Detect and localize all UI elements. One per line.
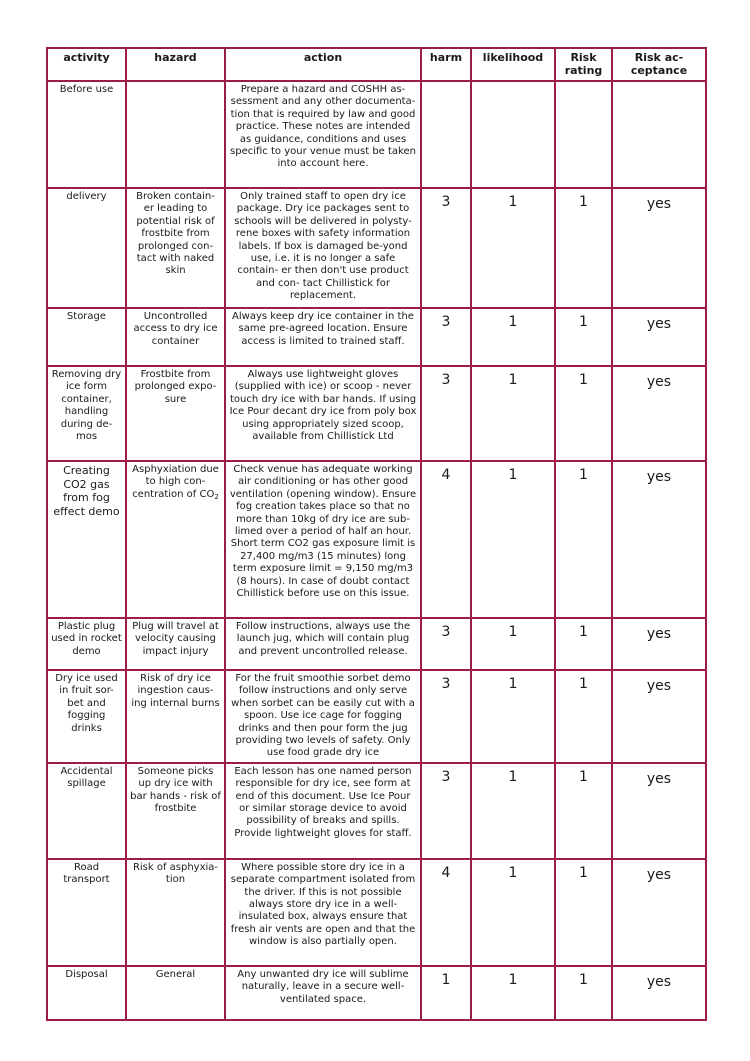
table-row [47, 966, 706, 1020]
cell-risk-rating: 1 [555, 670, 612, 763]
cell-action: Where possible store dry ice in a separate compartment isolated from the driver. If this is not possible always store dry ice in a well- insulated box, always ensure that fresh air vents are open and that the window is also partially open. [225, 859, 421, 966]
cell-risk-rating: 1 [555, 763, 612, 859]
cell-likelihood: 1 [471, 618, 555, 670]
header-likelihood: likelihood [471, 48, 555, 81]
cell-activity: Plastic plug used in rocket demo [47, 618, 126, 670]
cell-acceptance: yes [612, 966, 706, 1020]
cell-acceptance [612, 81, 706, 188]
cell-harm: 3 [421, 670, 471, 763]
cell-activity: Creating CO2 gas from fog effect demo [47, 461, 126, 618]
cell-action: Prepare a hazard and COSHH as- sessment and any other documenta- tion that is required by law and good practice. These notes are intended as guidance, conditions and uses specific to your venue must be taken into account here. [225, 81, 421, 188]
cell-risk-rating: 1 [555, 461, 612, 618]
cell-hazard: Broken contain- er leading to potential risk of frostbite from prolonged con- tact with naked skin [126, 188, 225, 308]
table-row [47, 188, 706, 308]
table-row [47, 366, 706, 461]
cell-harm: 4 [421, 859, 471, 966]
cell-acceptance: yes [612, 461, 706, 618]
header-risk-rating: Risk rating [555, 48, 612, 81]
cell-likelihood: 1 [471, 670, 555, 763]
cell-acceptance: yes [612, 859, 706, 966]
cell-activity: Before use [47, 81, 126, 188]
cell-harm: 3 [421, 308, 471, 366]
table-row [47, 308, 706, 366]
cell-activity: Removing dry ice form container, handling during de- mos [47, 366, 126, 461]
cell-hazard: Risk of dry ice ingestion caus- ing internal burns [126, 670, 225, 763]
cell-harm: 3 [421, 763, 471, 859]
cell-hazard: Someone picks up dry ice with bar hands - risk of frostbite [126, 763, 225, 859]
cell-harm: 3 [421, 366, 471, 461]
cell-likelihood: 1 [471, 188, 555, 308]
cell-activity: Disposal [47, 966, 126, 1020]
cell-activity: Accidental spillage [47, 763, 126, 859]
cell-likelihood: 1 [471, 763, 555, 859]
cell-risk-rating: 1 [555, 966, 612, 1020]
cell-risk-rating [555, 81, 612, 188]
table-row [47, 763, 706, 859]
cell-action: Always use lightweight gloves (supplied with ice) or scoop - never touch dry ice with bar hands. If using Ice Pour decant dry ice from poly box using appropriately sized scoop, available from Chillistick Ltd [225, 366, 421, 461]
table-row [47, 859, 706, 966]
table-row [47, 670, 706, 763]
cell-risk-rating: 1 [555, 859, 612, 966]
cell-activity: Dry ice used in fruit sor- bet and fogging drinks [47, 670, 126, 763]
risk-assessment-table [46, 47, 707, 1021]
header-row [47, 48, 706, 81]
cell-action: Check venue has adequate working air conditioning or has other good ventilation (opening window). Ensure fog creation takes place so that no more than 10kg of dry ice are sub- limed over a period of half an hour. Short term CO2 gas exposure limit is 27,400 mg/m3 (15 minutes) long term exposure limit = 9,150 mg/m3 (8 hours). In case of doubt contact Chillistick before use on this issue. [225, 461, 421, 618]
cell-likelihood: 1 [471, 966, 555, 1020]
cell-risk-rating: 1 [555, 308, 612, 366]
cell-hazard [126, 81, 225, 188]
cell-activity: Storage [47, 308, 126, 366]
subscript-2: 2 [214, 492, 219, 501]
cell-likelihood [471, 81, 555, 188]
header-hazard: hazard [126, 48, 225, 81]
cell-acceptance: yes [612, 308, 706, 366]
cell-harm: 4 [421, 461, 471, 618]
cell-risk-rating: 1 [555, 366, 612, 461]
cell-action: Follow instructions, always use the launch jug, which will contain plug and prevent uncontrolled release. [225, 618, 421, 670]
table-row [47, 461, 706, 618]
cell-acceptance: yes [612, 618, 706, 670]
cell-activity: delivery [47, 188, 126, 308]
cell-activity: Road transport [47, 859, 126, 966]
cell-hazard: Risk of asphyxia- tion [126, 859, 225, 966]
cell-hazard: Frostbite from prolonged expo- sure [126, 366, 225, 461]
cell-action: For the fruit smoothie sorbet demo follow instructions and only serve when sorbet can be easily cut with a spoon. Use ice cage for fogging drinks and then pour form the jug providing two levels of safety. Only use food grade dry ice [225, 670, 421, 763]
table-row [47, 618, 706, 670]
cell-acceptance: yes [612, 188, 706, 308]
cell-acceptance: yes [612, 670, 706, 763]
cell-risk-rating: 1 [555, 188, 612, 308]
cell-action: Always keep dry ice container in the same pre-agreed location. Ensure access is limited to trained staff. [225, 308, 421, 366]
header-activity: activity [47, 48, 126, 81]
cell-harm: 1 [421, 966, 471, 1020]
cell-likelihood: 1 [471, 461, 555, 618]
cell-acceptance: yes [612, 366, 706, 461]
header-action: action [225, 48, 421, 81]
cell-hazard: Uncontrolled access to dry ice container [126, 308, 225, 366]
cell-likelihood: 1 [471, 859, 555, 966]
cell-hazard: Plug will travel at velocity causing impact injury [126, 618, 225, 670]
cell-likelihood: 1 [471, 308, 555, 366]
cell-action: Any unwanted dry ice will sublime naturally, leave in a secure well- ventilated space. [225, 966, 421, 1020]
hazard-text: Asphyxiation due to high con- centration of CO [132, 464, 219, 500]
cell-harm: 3 [421, 618, 471, 670]
cell-likelihood: 1 [471, 366, 555, 461]
cell-hazard [126, 461, 225, 618]
cell-hazard: General [126, 966, 225, 1020]
cell-acceptance: yes [612, 763, 706, 859]
cell-action: Only trained staff to open dry ice package. Dry ice packages sent to schools will be delivered in polysty- rene boxes with safety information labels. If box is damaged be-yond use, i.e. it is no longer a safe contain- er then don't use product and con- tact Chillistick for replacement. [225, 188, 421, 308]
header-harm: harm [421, 48, 471, 81]
cell-action: Each lesson has one named person responsible for dry ice, see form at end of this document. Use Ice Pour or similar storage device to avoid possibility of breaks and spills. Provide lightweight gloves for staff. [225, 763, 421, 859]
cell-harm [421, 81, 471, 188]
cell-harm: 3 [421, 188, 471, 308]
table-row [47, 81, 706, 188]
header-risk-acceptance: Risk ac- ceptance [612, 48, 706, 81]
cell-risk-rating: 1 [555, 618, 612, 670]
